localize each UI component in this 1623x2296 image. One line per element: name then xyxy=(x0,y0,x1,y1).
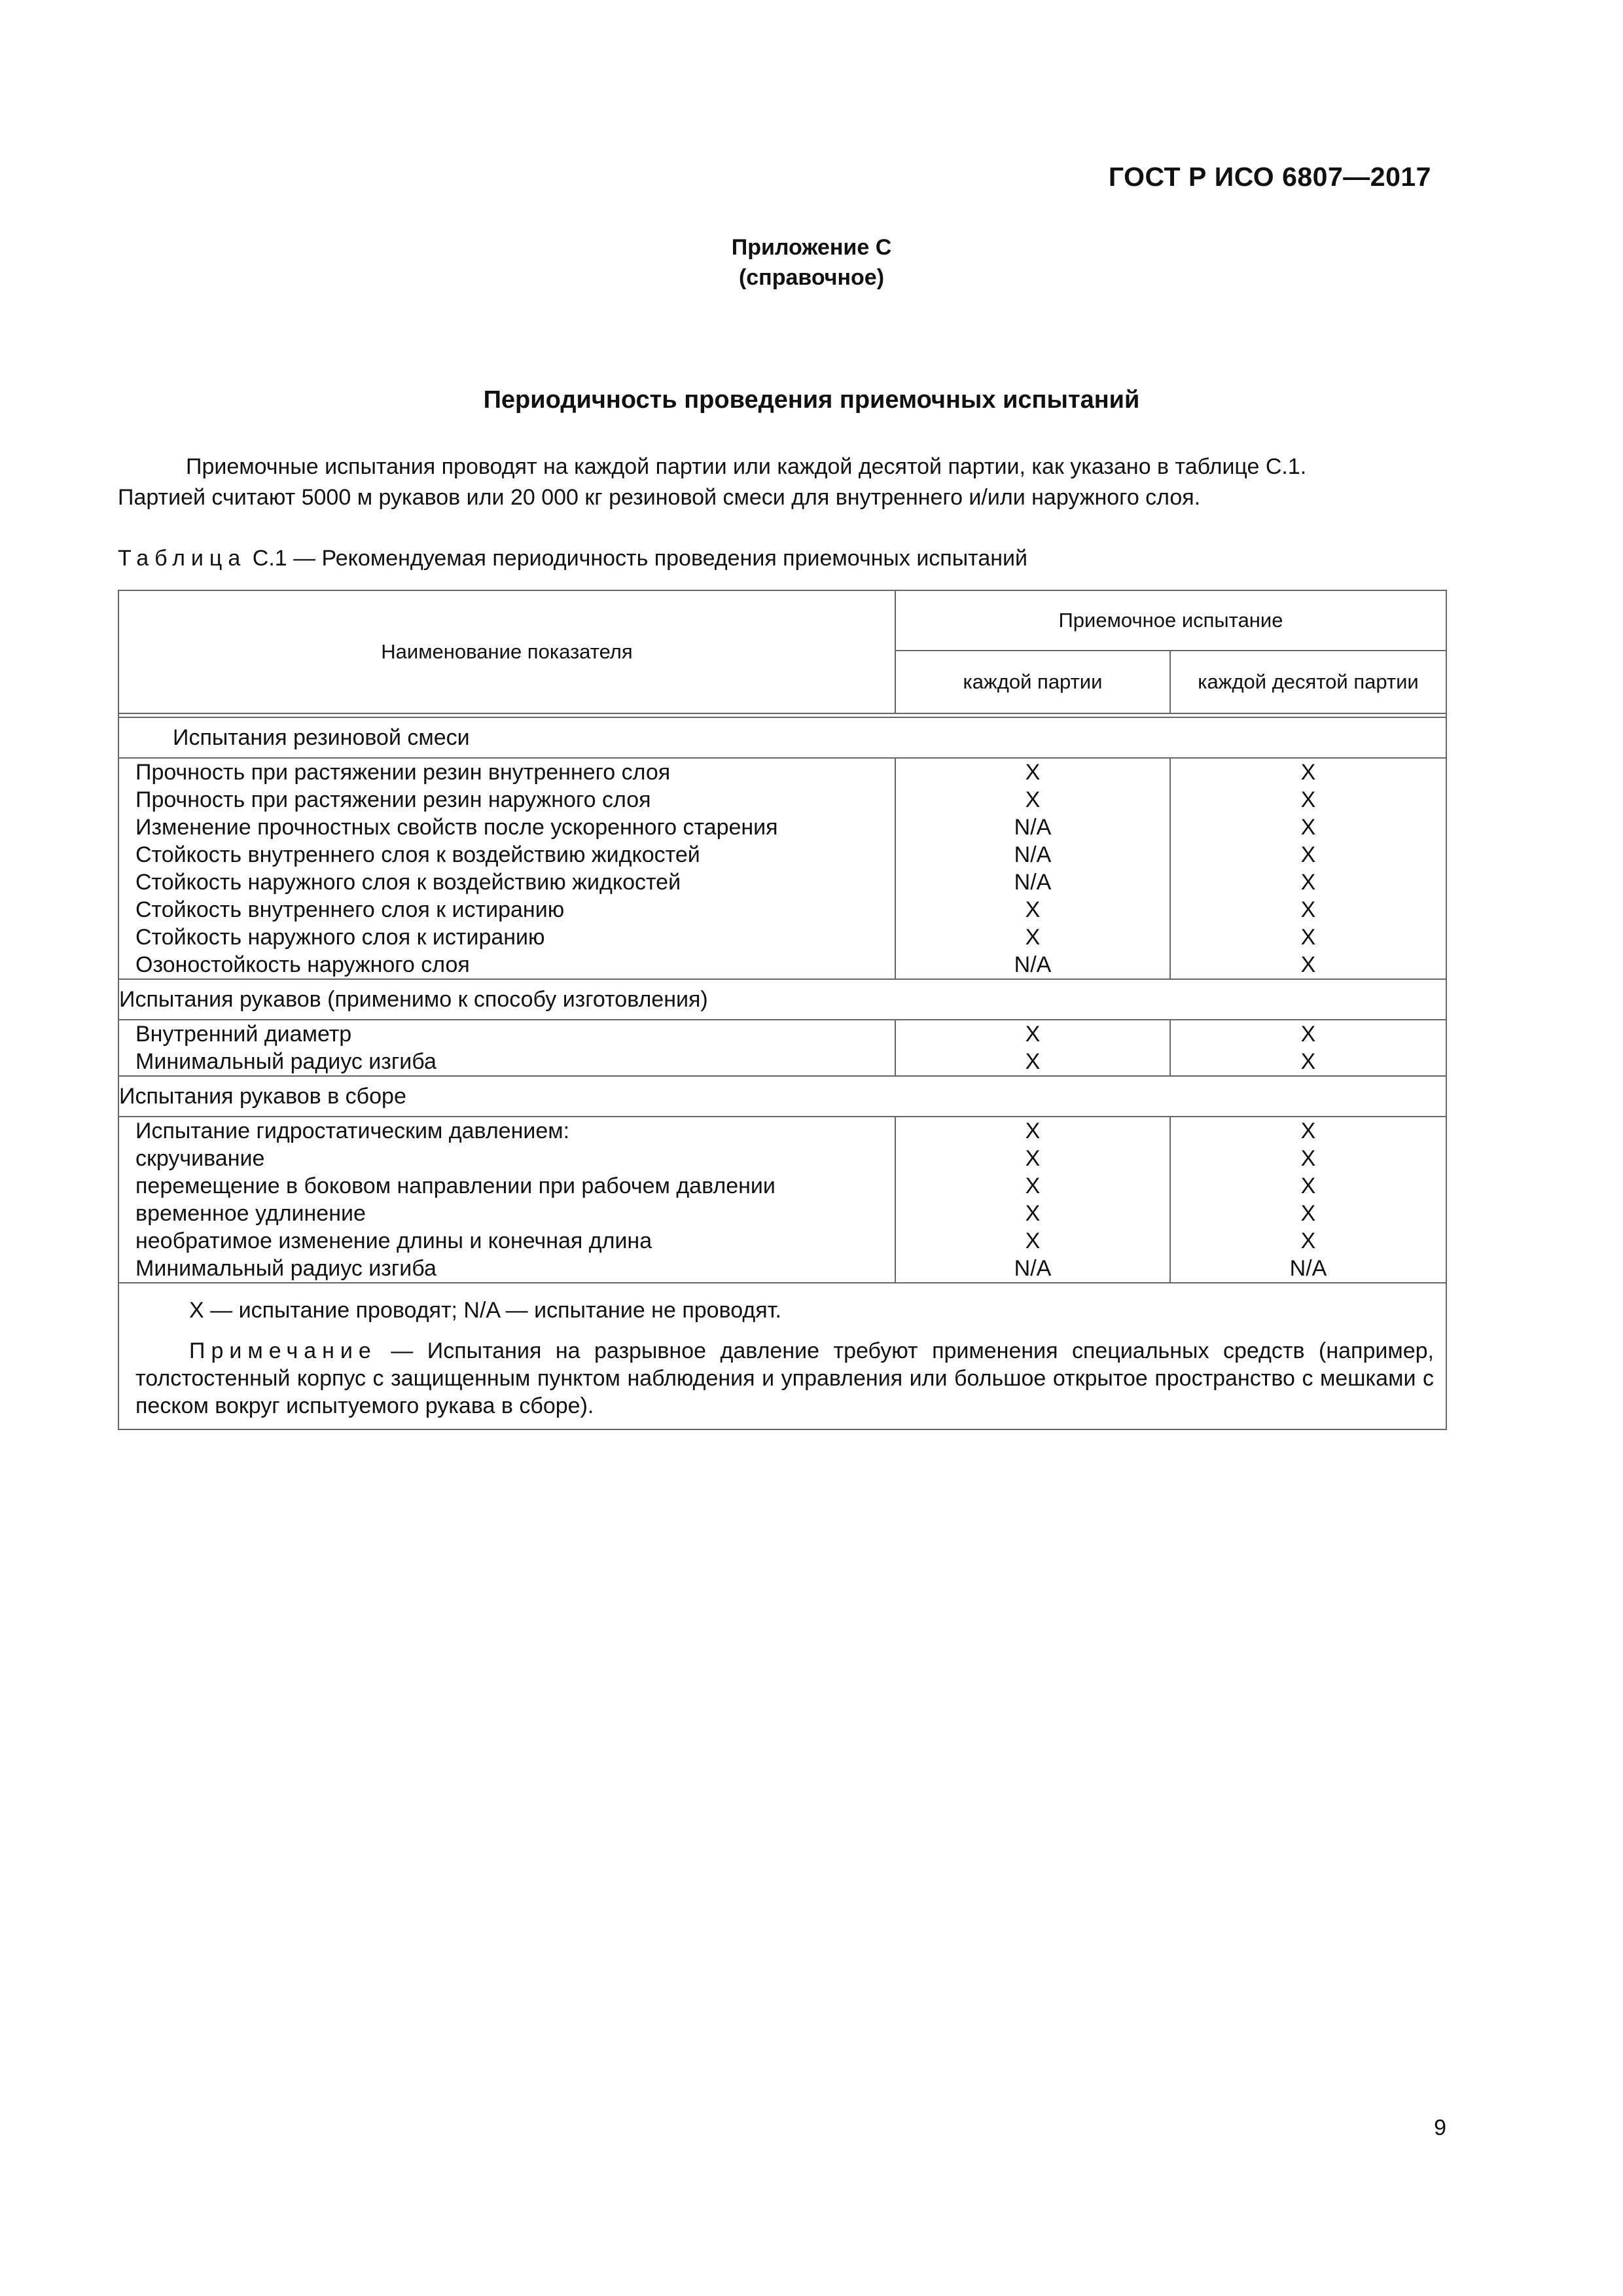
test-name: Стойкость наружного слоя к истиранию xyxy=(135,925,545,950)
each-batch-values xyxy=(895,758,1170,979)
test-name: Минимальный радиус изгиба xyxy=(135,1049,437,1074)
header-each-batch: каждой партии xyxy=(895,651,1170,713)
each-tenth-batch-value: N/A xyxy=(1289,1256,1327,1281)
intro-paragraph-2: Партией считают 5000 м рукавов или 20 000 кг резиновой смеси для внутреннего и/или наружного слоя. xyxy=(118,485,1201,510)
test-name: Испытание гидростатическим давлением: xyxy=(135,1119,570,1143)
each-tenth-batch-value: X xyxy=(1300,1229,1316,1253)
test-name: Внутренний диаметр xyxy=(135,1022,352,1047)
test-name: Стойкость внутреннего слоя к воздействию жидкостей xyxy=(135,842,700,867)
test-name: Прочность при растяжении резин внутреннего слоя xyxy=(135,760,671,785)
each-tenth-batch-value: X xyxy=(1300,815,1316,840)
test-name: Прочность при растяжении резин наружного слоя xyxy=(135,787,651,812)
each-batch-value: X xyxy=(1025,925,1041,950)
note-label: Примечание xyxy=(189,1338,377,1363)
table-caption-text: С.1 — Рекомендуемая периодичность проведения приемочных испытаний xyxy=(246,546,1028,571)
each-tenth-batch-value: X xyxy=(1300,925,1316,950)
page-number: 9 xyxy=(1434,2115,1446,2140)
table-legend: X — испытание проводят; N/A — испытание не проводят. xyxy=(189,1298,781,1323)
test-name: Стойкость наружного слоя к воздействию жидкостей xyxy=(135,870,681,895)
each-batch-value: X xyxy=(1025,1022,1041,1047)
intro-paragraph-1: Приемочные испытания проводят на каждой партии или каждой десятой партии, как указано в таблице С.1. xyxy=(186,454,1307,479)
test-names xyxy=(118,1117,895,1283)
group-title: Испытания рукавов в сборе xyxy=(118,1076,1446,1117)
group-rows xyxy=(118,1117,1446,1283)
each-batch-value: N/A xyxy=(1014,842,1052,867)
document-code: ГОСТ Р ИСО 6807—2017 xyxy=(1108,162,1431,192)
each-tenth-batch-value: X xyxy=(1300,760,1316,785)
each-batch-value: N/A xyxy=(1014,815,1052,840)
each-batch-value: N/A xyxy=(1014,1256,1052,1281)
each-tenth-batch-value: X xyxy=(1300,1049,1316,1074)
group-rows xyxy=(118,1020,1446,1076)
acceptance-tests-table xyxy=(118,590,1447,1430)
each-tenth-batch-value: X xyxy=(1300,1174,1316,1198)
each-tenth-batch-values xyxy=(1170,1020,1446,1076)
test-name: Стойкость внутреннего слоя к истиранию xyxy=(135,897,565,922)
each-tenth-batch-value: X xyxy=(1300,897,1316,922)
each-tenth-batch-value: X xyxy=(1300,952,1316,977)
each-tenth-batch-values xyxy=(1170,1117,1446,1283)
annex-type: (справочное) xyxy=(738,265,885,290)
each-batch-value: X xyxy=(1025,897,1041,922)
test-name: перемещение в боковом направлении при рабочем давлении xyxy=(135,1174,776,1198)
note-text: — Испытания на разрывное давление требуют применения специальных средств (например, толстостенный корпус с защищенным пунктом наблюдения и управления или большое открытое пространство с мешками с песком вокруг испытуемого рукава в сборе). xyxy=(135,1338,1434,1418)
header-test-group: Приемочное испытание xyxy=(895,590,1446,651)
each-batch-value: N/A xyxy=(1014,952,1052,977)
each-tenth-batch-value: X xyxy=(1300,1119,1316,1143)
group-rows xyxy=(118,758,1446,979)
group-title: Испытания рукавов (применимо к способу изготовления) xyxy=(118,979,1446,1020)
test-name: временное удлинение xyxy=(135,1201,366,1226)
each-batch-value: X xyxy=(1025,787,1041,812)
table-note xyxy=(135,1337,1434,1420)
test-name: необратимое изменение длины и конечная длина xyxy=(135,1229,652,1253)
table-footnotes xyxy=(118,1283,1446,1429)
each-tenth-batch-value: X xyxy=(1300,1201,1316,1226)
test-name: Озоностойкость наружного слоя xyxy=(135,952,470,977)
test-name: Изменение прочностных свойств после ускоренного старения xyxy=(135,815,778,840)
each-tenth-batch-values xyxy=(1170,758,1446,979)
test-name: скручивание xyxy=(135,1146,265,1171)
each-tenth-batch-value: X xyxy=(1300,1146,1316,1171)
table-caption xyxy=(118,546,1027,571)
group-title: Испытания резиновой смеси xyxy=(118,717,1446,758)
each-batch-value: X xyxy=(1025,1201,1041,1226)
test-names xyxy=(118,758,895,979)
test-name: Минимальный радиус изгиба xyxy=(135,1256,437,1281)
section-heading: Периодичность проведения приемочных испытаний xyxy=(483,386,1140,414)
test-names xyxy=(118,1020,895,1076)
each-tenth-batch-value: X xyxy=(1300,842,1316,867)
each-batch-values xyxy=(895,1117,1170,1283)
each-tenth-batch-value: X xyxy=(1300,870,1316,895)
header-name-column: Наименование показателя xyxy=(118,590,895,713)
table-caption-word: Таблица xyxy=(118,546,247,571)
each-batch-value: X xyxy=(1025,1119,1041,1143)
each-batch-value: X xyxy=(1025,760,1041,785)
intro-text xyxy=(118,452,1445,513)
annex-title-block xyxy=(0,232,1623,293)
each-batch-value: X xyxy=(1025,1049,1041,1074)
each-batch-value: X xyxy=(1025,1174,1041,1198)
each-tenth-batch-value: X xyxy=(1300,787,1316,812)
each-batch-value: X xyxy=(1025,1229,1041,1253)
each-batch-value: N/A xyxy=(1014,870,1052,895)
each-tenth-batch-value: X xyxy=(1300,1022,1316,1047)
each-batch-values xyxy=(895,1020,1170,1076)
each-batch-value: X xyxy=(1025,1146,1041,1171)
header-each-tenth-batch: каждой десятой партии xyxy=(1170,651,1446,713)
annex-title: Приложение С xyxy=(731,235,892,260)
